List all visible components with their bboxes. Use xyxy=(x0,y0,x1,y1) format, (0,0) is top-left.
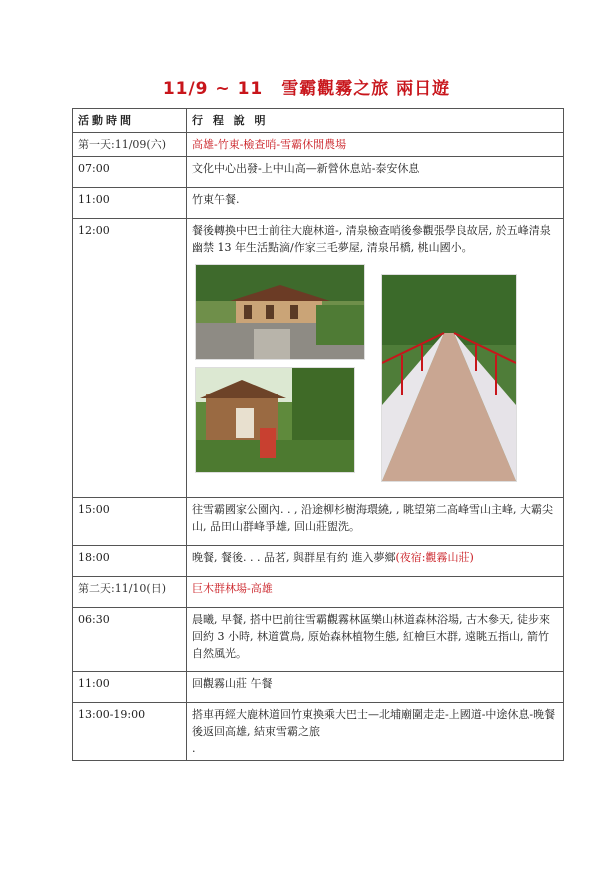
residence-photo xyxy=(195,264,365,360)
day2-label: 第二天:11/10(日) xyxy=(73,577,187,608)
row-time: 11:00 xyxy=(73,672,187,703)
row-description: 餐後轉換中巴士前往大鹿林道-, 清泉檢查哨後參觀張學良故居, 於五峰清泉幽禁 13 年生活點滴/作家三毛夢屋, 清泉吊橋, 桃山國小。 xyxy=(192,224,551,254)
row-time: 12:00 xyxy=(73,219,187,498)
suspension-bridge-photo xyxy=(381,274,517,482)
row-description: 往雪霸國家公園內. . , 沿途柳杉樹海環繞, , 眺望第二高峰雪山主峰, 大霸尖山, 品田山群峰爭雄, 回山莊盥洗。 xyxy=(187,498,564,546)
row-description xyxy=(187,546,564,577)
lodging-note: (夜宿:觀霧山莊) xyxy=(395,551,474,564)
table-row xyxy=(73,546,564,577)
itinerary-table xyxy=(72,108,564,761)
row-tail: . xyxy=(192,742,196,755)
row-time: 06:30 xyxy=(73,608,187,672)
house-photo xyxy=(195,367,355,473)
row-description xyxy=(187,703,564,761)
row-description-text: 搭車再經大鹿林道回竹東換乘大巴士—北埔廟圍走走-上國道-中途休息-晚餐後返回高雄, 結束雪霸之旅 xyxy=(192,708,556,738)
photo-group xyxy=(192,264,558,482)
table-row xyxy=(73,703,564,761)
row-description: 竹東午餐. xyxy=(187,188,564,219)
row-time: 13:00-19:00 xyxy=(73,703,187,761)
table-row xyxy=(73,219,564,498)
table-row xyxy=(73,188,564,219)
table-header-row xyxy=(73,109,564,133)
row-time: 15:00 xyxy=(73,498,187,546)
table-row xyxy=(73,608,564,672)
header-time: 活動時間 xyxy=(73,109,187,133)
row-description-with-photos xyxy=(187,219,564,498)
day2-row xyxy=(73,577,564,608)
row-description: 文化中心出發-上中山高—新營休息站-泰安休息 xyxy=(187,157,564,188)
row-time: 07:00 xyxy=(73,157,187,188)
row-time: 11:00 xyxy=(73,188,187,219)
day1-label: 第一天:11/09(六) xyxy=(73,133,187,157)
table-row xyxy=(73,672,564,703)
row-description: 晨曦, 早餐, 搭中巴前往雪霸觀霧林區樂山林道森林浴場, 古木參天, 徒步來回約 3 小時, 林道賞鳥, 原始森林植物生態, 紅檜巨木群, 遠眺五指山, 箭竹自然風光。 xyxy=(187,608,564,672)
day2-route: 巨木群林場-高雄 xyxy=(187,577,564,608)
row-description-text: 晚餐, 餐後. . . 品茗, 與群星有約 進入夢鄉 xyxy=(192,551,396,564)
day1-route: 高雄-竹東-檢查哨-雪霸休閒農場 xyxy=(187,133,564,157)
header-description: 行 程 說 明 xyxy=(187,109,564,133)
table-row xyxy=(73,157,564,188)
row-time: 18:00 xyxy=(73,546,187,577)
row-description: 回觀霧山莊 午餐 xyxy=(187,672,564,703)
table-row xyxy=(73,498,564,546)
page-title: 11/9 ~ 11 雪霸觀霧之旅 兩日遊 xyxy=(162,79,451,99)
day1-row xyxy=(73,133,564,157)
